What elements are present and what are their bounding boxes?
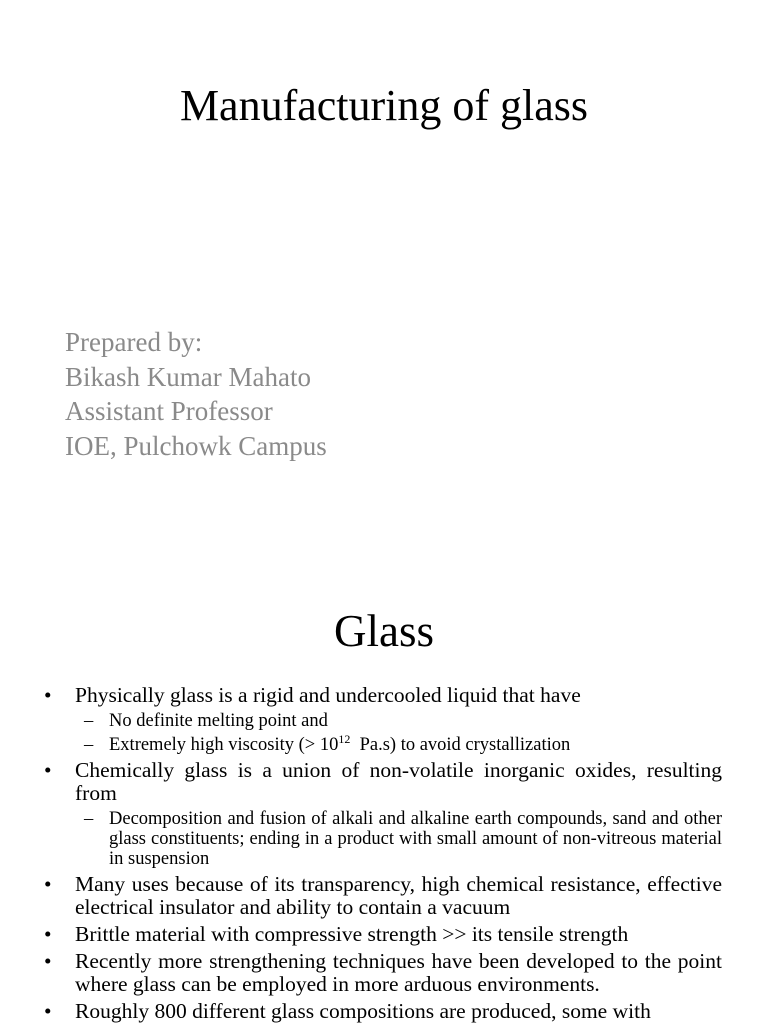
viscosity-text-post: Pa.s) to avoid crystallization [350,735,571,755]
bullet-marker: • [44,872,52,896]
list-item [40,873,722,919]
sub-list-item-text [109,731,571,755]
list-item-text: Chemically glass is a union of non-volatile inorganic oxides, resulting from [75,758,722,805]
list-item [40,923,722,946]
sub-list-item-text: Decomposition and fusion of alkali and alkaline earth compounds, sand and other glass constituents; ending in a product with small amount of non-vitreous material in suspension [109,809,722,869]
dash-marker: – [84,735,94,755]
list-item-text: Brittle material with compressive strength >> its tensile strength [75,922,629,946]
glass-slide [0,576,768,1024]
dash-marker: – [84,711,94,731]
sub-list-item [40,711,722,731]
slide-title: Manufacturing of glass [179,81,589,130]
slide-title: Glass [334,606,434,656]
exponent: 12 [338,731,351,746]
list-item-text: Roughly 800 different glass compositions are produced, some with [75,999,651,1023]
sub-list-item [40,731,722,755]
bullet-marker: • [44,922,52,946]
bullet-list [40,684,722,1024]
sub-list-item-text: No definite melting point and [109,711,328,731]
bullet-marker: • [44,949,52,973]
list-item-text: Physically glass is a rigid and undercooled liquid that have [75,683,581,707]
list-item-text: Many uses because of its transparency, high chemical resistance, effective electrical insulator and ability to contain a vacuum [75,872,722,919]
list-item [40,759,722,805]
author-credits [65,325,327,463]
bullet-marker: • [44,999,52,1023]
bullet-marker: • [44,683,52,707]
dash-marker: – [84,809,94,829]
bullet-marker: • [44,758,52,782]
viscosity-text-pre: Extremely high viscosity (> 10 [109,735,339,755]
credit-line-institution: IOE, Pulchowk Campus [65,430,327,461]
credit-line-position: Assistant Professor [65,396,273,426]
list-item [40,1000,722,1023]
list-item [40,950,722,996]
list-item-text: Recently more strengthening techniques have been developed to the point where glass can be employed in more arduous environments. [75,949,722,996]
credit-line-name: Bikash Kumar Mahato [65,361,311,392]
credit-line-prepared-by: Prepared by: [65,327,203,357]
sub-list-item [40,809,722,869]
list-item [40,684,722,707]
